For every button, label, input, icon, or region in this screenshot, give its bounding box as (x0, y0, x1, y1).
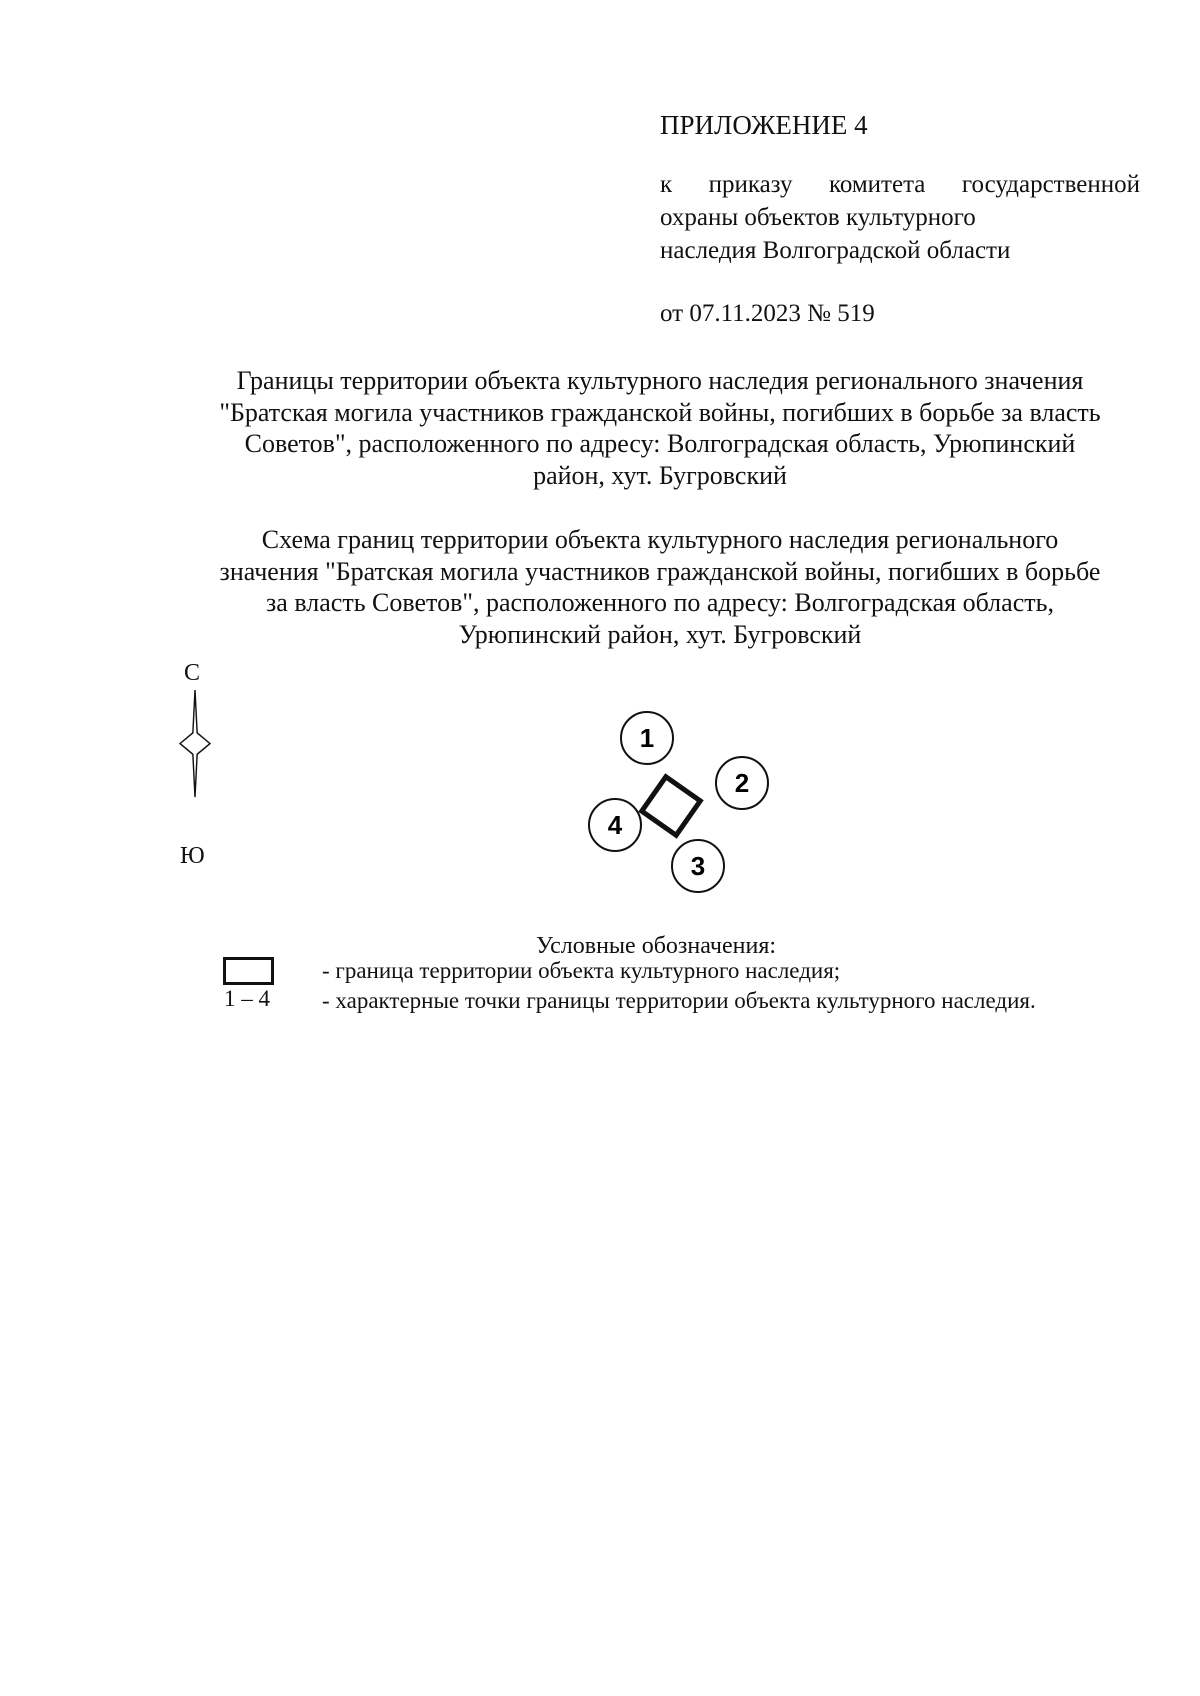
appendix-ref-line: к приказу комитета государственной (660, 171, 1140, 198)
heading-line: Советов", расположенного по адресу: Волгоградская область, Урюпинский (244, 429, 1076, 458)
scheme-heading-line: значения "Братская могила участников гражданской войны, погибших в борьбе (219, 556, 1101, 586)
compass-rose-icon (165, 690, 225, 840)
boundary-scheme (570, 700, 780, 910)
point-marker-4 (589, 799, 641, 851)
compass-south-label: Ю (180, 843, 205, 869)
legend-item-points: - характерные точки границы территории объекта культурного наследия. (322, 988, 1036, 1013)
boundary-polygon (642, 777, 700, 835)
appendix-ref-line: наследия Волгоградской области (660, 237, 1011, 264)
legend-point-range: 1 – 4 (224, 986, 270, 1011)
scheme-heading-line: Схема границ территории объекта культурного наследия регионального (261, 525, 1059, 554)
scheme-heading (130, 524, 1190, 650)
compass-north-label: С (184, 660, 201, 686)
point-marker-1 (621, 712, 673, 764)
appendix-date: от 07.11.2023 № 519 (660, 300, 875, 327)
heading-line: район, хут. Бугровский (533, 460, 787, 490)
legend-boundary-symbol (223, 957, 274, 985)
appendix-reference (660, 168, 1140, 267)
heading-line: "Братская могила участников гражданской войны, погибших в борьбе за власть (219, 397, 1101, 427)
appendix-title: ПРИЛОЖЕНИЕ 4 (660, 110, 868, 140)
point-marker-2 (716, 757, 768, 809)
svg-text:3: 3 (690, 851, 706, 881)
heading-line: Границы территории объекта культурного наследия регионального значения (236, 366, 1084, 395)
svg-text:2: 2 (734, 768, 750, 798)
svg-text:4: 4 (607, 810, 623, 840)
scheme-heading-line: Урюпинский район, хут. Бугровский (458, 619, 862, 649)
legend-title: Условные обозначения: (536, 933, 777, 959)
appendix-ref-line: охраны объектов культурного (660, 204, 976, 231)
legend-item-boundary: - граница территории объекта культурного наследия; (322, 958, 841, 983)
svg-text:1: 1 (639, 723, 655, 753)
point-marker-3 (672, 840, 724, 892)
scheme-heading-line: за власть Советов", расположенного по адресу: Волгоградская область, (266, 588, 1054, 617)
document-heading (130, 365, 1190, 491)
